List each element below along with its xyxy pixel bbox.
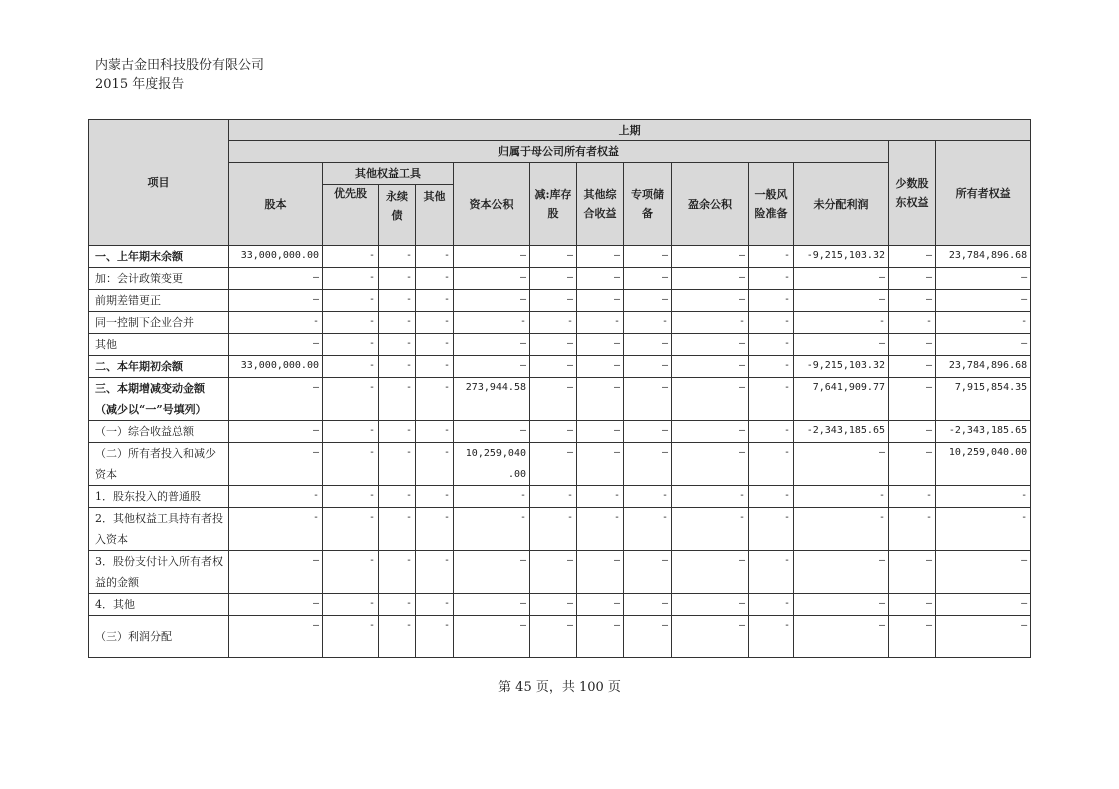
cell-capital-reserve: –	[454, 551, 530, 594]
cell-minority: –	[889, 246, 936, 268]
row-label: 4．其他	[89, 594, 229, 616]
cell-total: 7,915,854.35	[936, 378, 1031, 421]
page-number: 第 45 页，共 100 页	[498, 680, 621, 695]
cell-other-tool: -	[416, 486, 454, 508]
cell-preferred: -	[323, 594, 379, 616]
row-label: 其他	[89, 334, 229, 356]
cell-surplus-reserve: -	[672, 486, 749, 508]
col-other-tool-header: 其他	[416, 185, 454, 246]
cell-undistributed: –	[794, 594, 889, 616]
cell-perpetual: -	[379, 551, 416, 594]
cell-oci: –	[577, 246, 624, 268]
table-body	[89, 246, 1031, 658]
table-row	[89, 421, 1031, 443]
col-total-header: 所有者权益	[936, 141, 1031, 246]
cell-preferred: -	[323, 508, 379, 551]
row-label: （三）利润分配	[89, 616, 229, 658]
table-row	[89, 508, 1031, 551]
cell-capital-reserve: –	[454, 356, 530, 378]
cell-undistributed: -	[794, 508, 889, 551]
row-label: （一）综合收益总额	[89, 421, 229, 443]
cell-minority: –	[889, 594, 936, 616]
cell-risk-reserve: -	[749, 421, 794, 443]
cell-special-reserve: –	[624, 594, 672, 616]
cell-other-tool: -	[416, 246, 454, 268]
cell-preferred: -	[323, 356, 379, 378]
cell-surplus-reserve: –	[672, 268, 749, 290]
cell-undistributed: –	[794, 290, 889, 312]
cell-special-reserve: -	[624, 486, 672, 508]
cell-oci: -	[577, 486, 624, 508]
cell-perpetual: -	[379, 246, 416, 268]
cell-perpetual: -	[379, 508, 416, 551]
table-row	[89, 246, 1031, 268]
cell-risk-reserve: -	[749, 378, 794, 421]
table-row	[89, 551, 1031, 594]
cell-share-capital: –	[229, 421, 323, 443]
cell-undistributed: -9,215,103.32	[794, 356, 889, 378]
cell-preferred: -	[323, 551, 379, 594]
table-row	[89, 290, 1031, 312]
cell-special-reserve: –	[624, 246, 672, 268]
cell-risk-reserve: -	[749, 312, 794, 334]
cell-oci: –	[577, 594, 624, 616]
cell-other-tool: -	[416, 312, 454, 334]
cell-preferred: -	[323, 290, 379, 312]
cell-total: –	[936, 551, 1031, 594]
cell-total: -	[936, 312, 1031, 334]
table-row	[89, 334, 1031, 356]
cell-preferred: -	[323, 486, 379, 508]
cell-capital-reserve: –	[454, 268, 530, 290]
table-row	[89, 616, 1031, 658]
cell-share-capital: -	[229, 312, 323, 334]
cell-oci: -	[577, 312, 624, 334]
cell-preferred: -	[323, 421, 379, 443]
cell-surplus-reserve: -	[672, 312, 749, 334]
cell-perpetual: -	[379, 421, 416, 443]
cell-total: -	[936, 508, 1031, 551]
cell-total: –	[936, 594, 1031, 616]
cell-minority: –	[889, 356, 936, 378]
row-label: 加：会计政策变更	[89, 268, 229, 290]
table-row	[89, 594, 1031, 616]
cell-capital-reserve: -	[454, 312, 530, 334]
cell-perpetual: -	[379, 616, 416, 658]
cell-share-capital: –	[229, 268, 323, 290]
cell-surplus-reserve: –	[672, 443, 749, 486]
cell-share-capital: –	[229, 551, 323, 594]
report-title: 2015 年度报告	[95, 77, 185, 92]
cell-other-tool: -	[416, 421, 454, 443]
cell-special-reserve: -	[624, 508, 672, 551]
cell-preferred: -	[323, 378, 379, 421]
cell-perpetual: -	[379, 290, 416, 312]
cell-oci: –	[577, 551, 624, 594]
cell-other-tool: -	[416, 508, 454, 551]
cell-treasury: –	[530, 268, 577, 290]
cell-capital-reserve: -	[454, 508, 530, 551]
cell-other-tool: -	[416, 334, 454, 356]
cell-treasury: –	[530, 378, 577, 421]
cell-undistributed: –	[794, 334, 889, 356]
cell-preferred: -	[323, 443, 379, 486]
col-minority-header: 少数股东权益	[889, 141, 936, 246]
cell-oci: –	[577, 268, 624, 290]
cell-undistributed: –	[794, 443, 889, 486]
col-special-reserve-header: 专项储备	[624, 163, 672, 246]
cell-treasury: –	[530, 443, 577, 486]
company-name: 内蒙古金田科技股份有限公司	[95, 58, 265, 73]
cell-special-reserve: -	[624, 312, 672, 334]
cell-share-capital: –	[229, 594, 323, 616]
cell-total: 23,784,896.68	[936, 246, 1031, 268]
cell-perpetual: -	[379, 443, 416, 486]
cell-risk-reserve: -	[749, 616, 794, 658]
cell-share-capital: 33,000,000.00	[229, 246, 323, 268]
cell-minority: –	[889, 443, 936, 486]
cell-surplus-reserve: –	[672, 551, 749, 594]
row-label: 1．股东投入的普通股	[89, 486, 229, 508]
cell-oci: –	[577, 290, 624, 312]
cell-share-capital: –	[229, 334, 323, 356]
table-row	[89, 443, 1031, 486]
cell-capital-reserve: –	[454, 421, 530, 443]
col-oci-header: 其他综合收益	[577, 163, 624, 246]
table-row	[89, 312, 1031, 334]
cell-risk-reserve: -	[749, 290, 794, 312]
cell-undistributed: 7,641,909.77	[794, 378, 889, 421]
col-risk-reserve-header: 一般风险准备	[749, 163, 794, 246]
cell-minority: -	[889, 508, 936, 551]
cell-perpetual: -	[379, 378, 416, 421]
cell-other-tool: -	[416, 290, 454, 312]
cell-preferred: -	[323, 334, 379, 356]
cell-perpetual: -	[379, 334, 416, 356]
cell-surplus-reserve: -	[672, 508, 749, 551]
cell-capital-reserve: –	[454, 594, 530, 616]
cell-capital-reserve: –	[454, 616, 530, 658]
cell-other-tool: -	[416, 356, 454, 378]
cell-total: 23,784,896.68	[936, 356, 1031, 378]
cell-undistributed: –	[794, 268, 889, 290]
cell-risk-reserve: -	[749, 551, 794, 594]
cell-special-reserve: –	[624, 378, 672, 421]
cell-capital-reserve: –	[454, 334, 530, 356]
cell-special-reserve: –	[624, 616, 672, 658]
col-undistributed-header: 未分配利润	[794, 163, 889, 246]
cell-risk-reserve: -	[749, 334, 794, 356]
cell-risk-reserve: -	[749, 268, 794, 290]
cell-minority: -	[889, 312, 936, 334]
parent-equity-group-header: 归属于母公司所有者权益	[229, 141, 889, 163]
cell-minority: -	[889, 486, 936, 508]
equity-change-table	[88, 119, 1031, 658]
table-row	[89, 378, 1031, 421]
col-treasury-header: 减:库存股	[530, 163, 577, 246]
cell-risk-reserve: -	[749, 356, 794, 378]
cell-total: –	[936, 290, 1031, 312]
other-equity-group-header: 其他权益工具	[323, 163, 454, 185]
cell-total: –	[936, 268, 1031, 290]
col-surplus-reserve-header: 盈余公积	[672, 163, 749, 246]
cell-capital-reserve: –	[454, 246, 530, 268]
cell-undistributed: -2,343,185.65	[794, 421, 889, 443]
cell-oci: –	[577, 616, 624, 658]
cell-surplus-reserve: –	[672, 616, 749, 658]
cell-undistributed: -	[794, 312, 889, 334]
cell-risk-reserve: -	[749, 246, 794, 268]
cell-surplus-reserve: –	[672, 334, 749, 356]
table-row	[89, 268, 1031, 290]
row-label: 3．股份支付计入所有者权益的金额	[89, 551, 229, 594]
col-capital-reserve-header: 资本公积	[454, 163, 530, 246]
cell-oci: –	[577, 334, 624, 356]
cell-treasury: –	[530, 246, 577, 268]
cell-undistributed: –	[794, 616, 889, 658]
cell-surplus-reserve: –	[672, 356, 749, 378]
cell-preferred: -	[323, 616, 379, 658]
cell-special-reserve: –	[624, 443, 672, 486]
cell-minority: –	[889, 268, 936, 290]
cell-share-capital: –	[229, 378, 323, 421]
cell-share-capital: –	[229, 290, 323, 312]
table-row	[89, 486, 1031, 508]
cell-special-reserve: –	[624, 290, 672, 312]
cell-risk-reserve: -	[749, 508, 794, 551]
cell-minority: –	[889, 334, 936, 356]
cell-capital-reserve: 273,944.58	[454, 378, 530, 421]
cell-perpetual: -	[379, 486, 416, 508]
row-label: 同一控制下企业合并	[89, 312, 229, 334]
cell-other-tool: -	[416, 268, 454, 290]
cell-special-reserve: –	[624, 356, 672, 378]
col-perpetual-header: 永续债	[379, 185, 416, 246]
col-share-capital-header: 股本	[229, 163, 323, 246]
cell-capital-reserve: –	[454, 290, 530, 312]
cell-treasury: –	[530, 290, 577, 312]
cell-perpetual: -	[379, 594, 416, 616]
cell-other-tool: -	[416, 551, 454, 594]
cell-share-capital: –	[229, 443, 323, 486]
cell-undistributed: -	[794, 486, 889, 508]
cell-special-reserve: –	[624, 268, 672, 290]
cell-total: –	[936, 616, 1031, 658]
cell-preferred: -	[323, 268, 379, 290]
cell-risk-reserve: -	[749, 486, 794, 508]
cell-risk-reserve: -	[749, 443, 794, 486]
col-preferred-header: 优先股	[323, 185, 379, 246]
cell-treasury: –	[530, 551, 577, 594]
cell-minority: –	[889, 616, 936, 658]
cell-minority: –	[889, 378, 936, 421]
cell-special-reserve: –	[624, 334, 672, 356]
cell-perpetual: -	[379, 356, 416, 378]
cell-special-reserve: –	[624, 551, 672, 594]
cell-other-tool: -	[416, 616, 454, 658]
cell-surplus-reserve: –	[672, 378, 749, 421]
cell-total: –	[936, 334, 1031, 356]
cell-surplus-reserve: –	[672, 246, 749, 268]
cell-oci: –	[577, 356, 624, 378]
document-header	[95, 56, 264, 94]
cell-total: -	[936, 486, 1031, 508]
cell-other-tool: -	[416, 378, 454, 421]
cell-undistributed: -9,215,103.32	[794, 246, 889, 268]
cell-treasury: -	[530, 486, 577, 508]
cell-total: 10,259,040.00	[936, 443, 1031, 486]
cell-minority: –	[889, 421, 936, 443]
cell-share-capital: –	[229, 616, 323, 658]
cell-oci: -	[577, 508, 624, 551]
row-label: （二）所有者投入和减少资本	[89, 443, 229, 486]
cell-treasury: -	[530, 508, 577, 551]
cell-surplus-reserve: –	[672, 290, 749, 312]
cell-share-capital: -	[229, 508, 323, 551]
cell-oci: –	[577, 378, 624, 421]
cell-share-capital: 33,000,000.00	[229, 356, 323, 378]
cell-other-tool: -	[416, 443, 454, 486]
cell-risk-reserve: -	[749, 594, 794, 616]
row-label: 一、上年期末余额	[89, 246, 229, 268]
cell-oci: –	[577, 443, 624, 486]
table-row	[89, 356, 1031, 378]
cell-treasury: –	[530, 421, 577, 443]
cell-treasury: –	[530, 594, 577, 616]
row-label: 二、本年期初余额	[89, 356, 229, 378]
col-item-header: 项目	[89, 120, 229, 246]
row-label: 前期差错更正	[89, 290, 229, 312]
cell-treasury: –	[530, 356, 577, 378]
cell-surplus-reserve: –	[672, 594, 749, 616]
row-label: 2．其他权益工具持有者投入资本	[89, 508, 229, 551]
cell-treasury: –	[530, 616, 577, 658]
cell-capital-reserve: 10,259,040 .00	[454, 443, 530, 486]
cell-other-tool: -	[416, 594, 454, 616]
cell-undistributed: –	[794, 551, 889, 594]
cell-preferred: -	[323, 246, 379, 268]
cell-minority: –	[889, 551, 936, 594]
cell-minority: –	[889, 290, 936, 312]
cell-total: -2,343,185.65	[936, 421, 1031, 443]
cell-perpetual: -	[379, 312, 416, 334]
cell-perpetual: -	[379, 268, 416, 290]
cell-oci: –	[577, 421, 624, 443]
cell-special-reserve: –	[624, 421, 672, 443]
cell-share-capital: -	[229, 486, 323, 508]
row-label: 三、本期增减变动金额（减少以“一”号填列）	[89, 378, 229, 421]
period-header: 上期	[229, 120, 1031, 141]
cell-capital-reserve: -	[454, 486, 530, 508]
cell-treasury: –	[530, 334, 577, 356]
cell-treasury: -	[530, 312, 577, 334]
cell-preferred: -	[323, 312, 379, 334]
cell-surplus-reserve: –	[672, 421, 749, 443]
